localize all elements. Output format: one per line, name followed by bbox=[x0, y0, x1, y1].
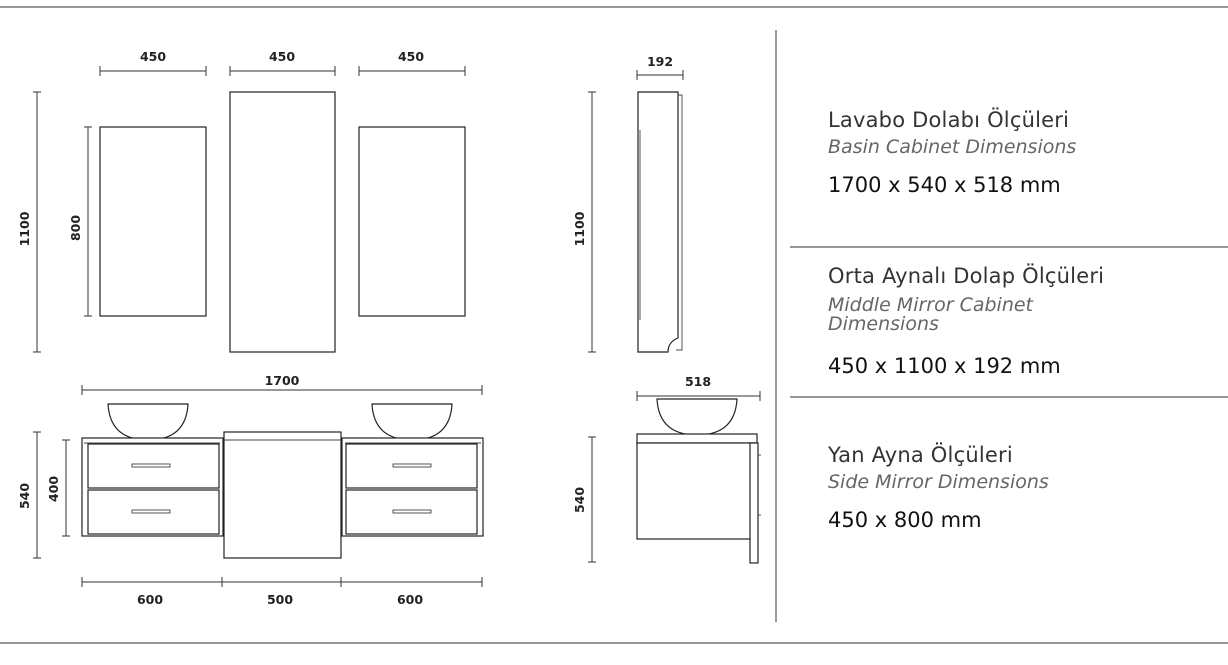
dim-total-height bbox=[17, 92, 41, 352]
dim-label: 540 bbox=[17, 482, 32, 510]
dim-left-unit-width bbox=[82, 577, 222, 607]
spec-title: Orta Aynalı Dolap Ölçüleri bbox=[828, 264, 1105, 288]
dim-basin-height bbox=[17, 432, 41, 558]
dim-middle-cabinet-width bbox=[230, 49, 335, 76]
side-cabinet-body bbox=[637, 443, 754, 539]
dim-side-height bbox=[572, 92, 596, 352]
side-countertop bbox=[637, 434, 757, 443]
spec-side-mirror bbox=[828, 443, 1049, 532]
left-side-mirror bbox=[100, 127, 206, 316]
dim-label: 800 bbox=[68, 214, 83, 242]
middle-mirror-cabinet bbox=[230, 92, 335, 352]
dim-label: 600 bbox=[396, 592, 424, 607]
dim-total-width bbox=[82, 373, 482, 395]
right-bottom-drawer bbox=[346, 490, 477, 534]
dim-right-mirror-width bbox=[359, 49, 465, 76]
left-top-drawer bbox=[88, 444, 219, 488]
dim-label: 500 bbox=[266, 592, 294, 607]
cabinet-side-profile bbox=[638, 92, 678, 352]
right-side-mirror bbox=[359, 127, 465, 316]
spec-basin-cabinet bbox=[828, 108, 1076, 197]
right-basin bbox=[372, 404, 452, 440]
spec-subtitle: Middle Mirror Cabinet Dimensions bbox=[828, 294, 1034, 335]
dim-right-unit-width bbox=[341, 577, 482, 607]
side-basin bbox=[657, 399, 737, 435]
dim-label: 192 bbox=[646, 54, 674, 69]
left-basin bbox=[108, 404, 188, 440]
dim-label: 518 bbox=[684, 374, 712, 389]
spec-subtitle: Side Mirror Dimensions bbox=[828, 471, 1049, 493]
dim-label: 600 bbox=[136, 592, 164, 607]
front-basin-cabinet-view bbox=[17, 373, 483, 607]
left-bottom-drawer bbox=[88, 490, 219, 534]
dim-mirror-height bbox=[68, 127, 92, 316]
dim-basin-depth bbox=[637, 374, 760, 401]
spec-subtitle: Basin Cabinet Dimensions bbox=[828, 136, 1077, 158]
dim-label: 1100 bbox=[17, 211, 32, 247]
center-unit bbox=[224, 432, 341, 558]
spec-middle-mirror-cabinet bbox=[828, 264, 1128, 378]
dim-label: 540 bbox=[572, 486, 587, 514]
spec-title: Yan Ayna Ölçüleri bbox=[828, 443, 1013, 467]
dim-label: 1700 bbox=[264, 373, 300, 388]
dim-cabinet-depth bbox=[637, 54, 683, 80]
dim-left-mirror-width bbox=[100, 49, 206, 76]
spec-value: 1700 x 540 x 518 mm bbox=[828, 173, 1061, 197]
dim-label: 1100 bbox=[572, 211, 587, 247]
dim-side-basin-height bbox=[572, 437, 596, 562]
dim-label: 450 bbox=[268, 49, 296, 64]
dim-label: 450 bbox=[397, 49, 425, 64]
side-mirror-cabinet-view bbox=[572, 54, 683, 352]
dim-center-unit-width bbox=[222, 577, 341, 607]
right-top-drawer bbox=[346, 444, 477, 488]
dim-label: 450 bbox=[139, 49, 167, 64]
side-basin-cabinet-view bbox=[572, 374, 761, 563]
side-drawer-front bbox=[750, 443, 758, 563]
front-mirror-view bbox=[17, 49, 465, 352]
spec-value: 450 x 800 mm bbox=[828, 508, 982, 532]
spec-title: Lavabo Dolabı Ölçüleri bbox=[828, 108, 1070, 132]
spec-value: 450 x 1100 x 192 mm bbox=[828, 354, 1061, 378]
dim-label: 400 bbox=[46, 475, 61, 503]
dim-body-height bbox=[46, 440, 70, 536]
